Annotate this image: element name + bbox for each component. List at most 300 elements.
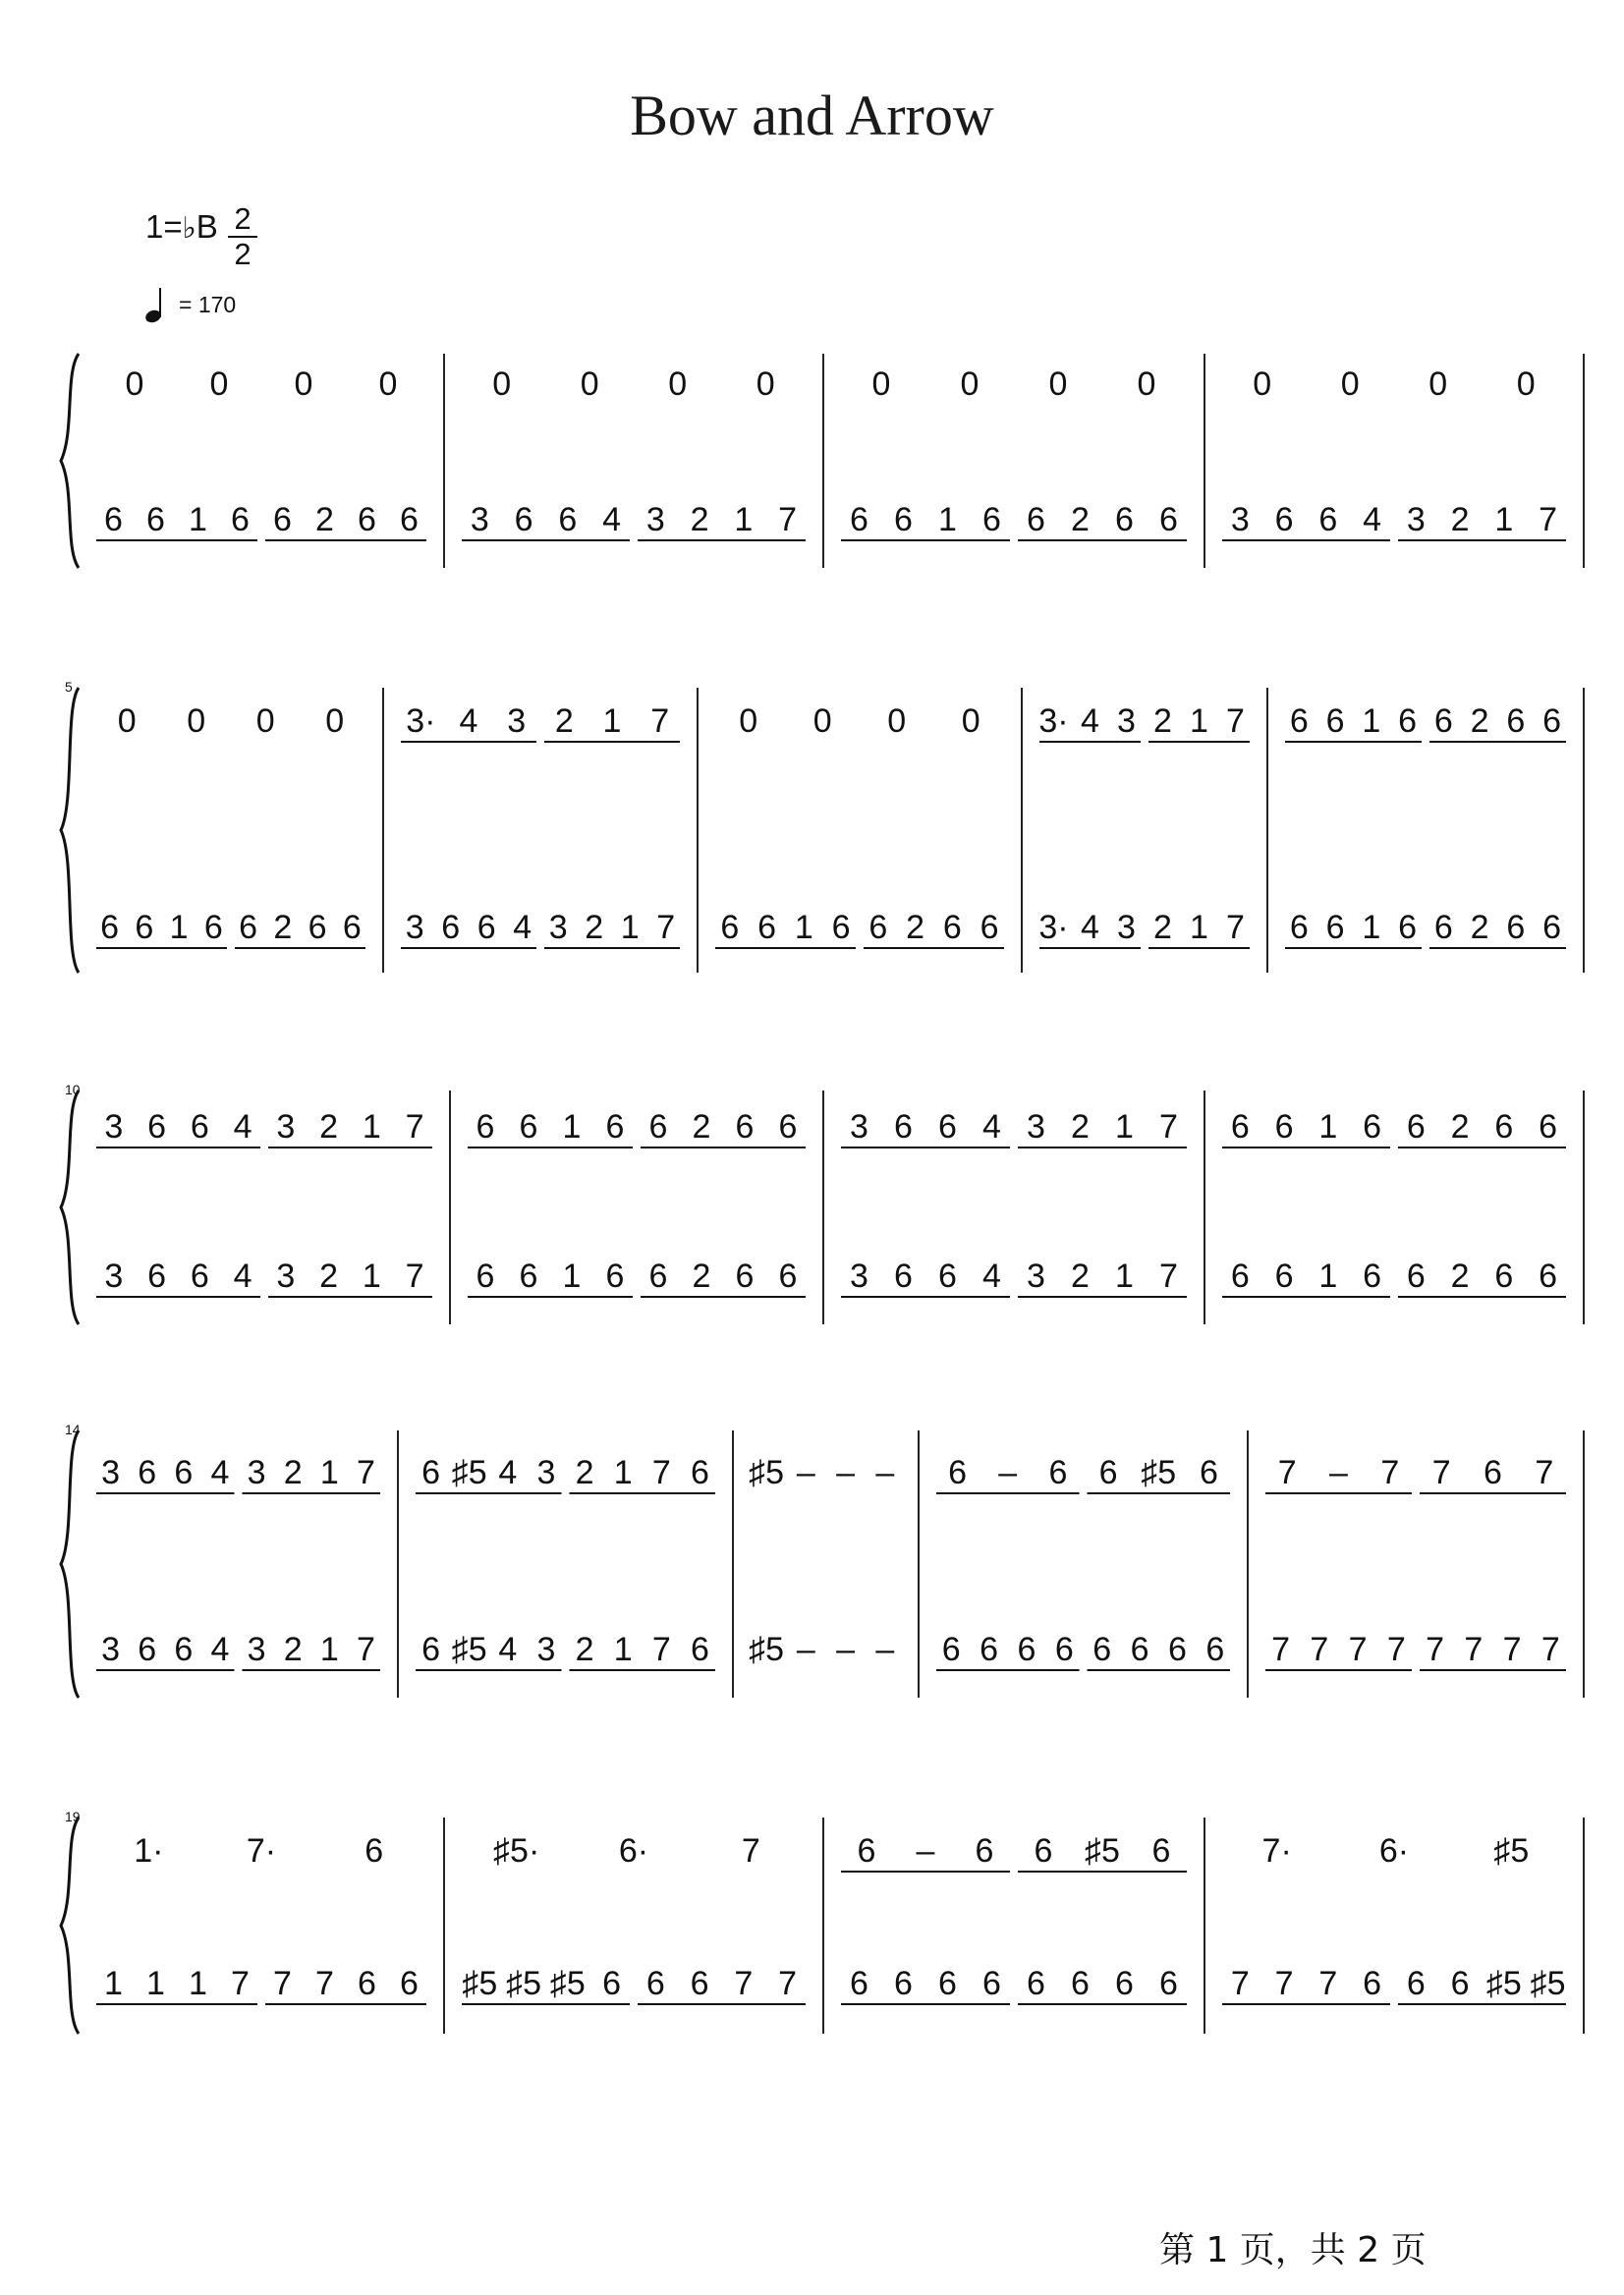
lower-note: 6 (1506, 909, 1526, 946)
lower-note: 3 (536, 1631, 556, 1668)
upper-note: 1 (1190, 702, 1208, 740)
lower-note: 6 (514, 501, 533, 538)
lower-note: 7 (1348, 1631, 1368, 1668)
measure-number: 10 (65, 1082, 81, 1097)
lower-note: 6 (1027, 1965, 1045, 2002)
lower-note: ♯5 (451, 1631, 487, 1668)
upper-note: 7 (1431, 1454, 1451, 1491)
upper-note: 6 (1484, 1454, 1502, 1491)
upper-note: 0 (1428, 365, 1448, 403)
upper-note: 6 (778, 1108, 798, 1146)
lower-note: 6 (1159, 1965, 1178, 2002)
lower-note: 6 (421, 1631, 441, 1668)
upper-note: 6 (519, 1108, 538, 1146)
lower-note: 6 (146, 501, 165, 538)
lower-note: 6 (1159, 501, 1178, 538)
lower-note: 6 (1017, 1631, 1036, 1668)
upper-note: 6 (938, 1108, 957, 1146)
lower-note: 7 (1502, 1631, 1522, 1668)
upper-note: 0 (1137, 365, 1156, 403)
upper-note: 7 (1380, 1454, 1400, 1491)
upper-note: 7 (1535, 1454, 1554, 1491)
lower-note: 6 (1115, 501, 1134, 538)
lower-note: 6 (519, 1258, 538, 1295)
upper-note: 6 (1289, 702, 1309, 740)
upper-note: – (1329, 1454, 1348, 1491)
upper-note: 0 (961, 702, 980, 740)
upper-note: 3 (101, 1454, 121, 1491)
upper-note: 6 (1230, 1108, 1250, 1146)
upper-note: ♯5 (451, 1454, 487, 1491)
lower-note: 6 (938, 1258, 957, 1295)
lower-note: 2 (1450, 1258, 1470, 1295)
lower-note: 1 (189, 1965, 207, 2002)
upper-note: 0 (1340, 365, 1360, 403)
lower-note: 6 (1274, 1258, 1294, 1295)
upper-note: 1 (1318, 1108, 1338, 1146)
upper-note: ♯5· (493, 1832, 540, 1870)
lower-note: 4 (498, 1631, 518, 1668)
lower-note: 6 (645, 1965, 665, 2002)
upper-note: 1 (319, 1454, 339, 1491)
lower-note: 7 (651, 1631, 671, 1668)
lower-note: 6 (203, 909, 223, 946)
lower-note: 2 (1153, 909, 1172, 946)
upper-note: 3 (247, 1454, 266, 1491)
lower-note: 6 (980, 1631, 999, 1668)
upper-note: 0 (960, 365, 980, 403)
lower-note: 6 (1167, 1631, 1187, 1668)
lower-note: 3 (1027, 1258, 1045, 1295)
lower-note: 6 (1433, 909, 1453, 946)
upper-note: – (916, 1832, 935, 1870)
lower-note: – (875, 1631, 895, 1668)
lower-note: ♯5 (1530, 1965, 1566, 2002)
lower-note: 6 (1205, 1631, 1225, 1668)
lower-note: 3 (850, 1258, 868, 1295)
lower-note: 6 (1539, 1258, 1558, 1295)
upper-note: 2 (1153, 702, 1172, 740)
lower-note: 6 (894, 1965, 913, 2002)
upper-note: 0 (378, 365, 398, 403)
lower-note: 7 (273, 1965, 292, 2002)
upper-note: 7 (1159, 1108, 1178, 1146)
lower-note: 1 (613, 1631, 633, 1668)
lower-note: 2 (1450, 501, 1470, 538)
lower-note: ♯5 (462, 1965, 498, 2002)
upper-note: 0 (125, 365, 144, 403)
lower-note: 7 (778, 501, 798, 538)
lower-note: 3· (1038, 909, 1069, 946)
key-prefix: 1= (145, 208, 183, 245)
lower-note: 3 (470, 501, 489, 538)
lower-note: 2 (1071, 1258, 1090, 1295)
lower-note: 2 (319, 1258, 339, 1295)
lower-note: 4 (210, 1631, 230, 1668)
lower-note: 6 (831, 909, 851, 946)
upper-note: 2 (1450, 1108, 1470, 1146)
upper-note: 7 (741, 1832, 760, 1870)
lower-note: 3 (1117, 909, 1136, 946)
upper-note: 3 (1117, 702, 1136, 740)
upper-note: – (796, 1454, 815, 1491)
upper-note: 3 (276, 1108, 296, 1146)
lower-note: 6 (104, 501, 123, 538)
system-brace (61, 1818, 79, 2034)
lower-note: 3 (405, 909, 424, 946)
lower-note: 7 (405, 1258, 424, 1295)
lower-note: 1 (938, 501, 957, 538)
upper-note: 2 (554, 702, 574, 740)
upper-note: 4 (982, 1108, 1001, 1146)
lower-note: 2 (585, 909, 604, 946)
upper-note: 1· (134, 1832, 164, 1870)
lower-note: ♯5 (749, 1631, 785, 1668)
upper-note: 6 (174, 1454, 194, 1491)
upper-note: 3· (1038, 702, 1069, 740)
upper-note: 7 (356, 1454, 375, 1491)
upper-note: 6 (857, 1832, 876, 1870)
lower-note: – (836, 1631, 856, 1668)
lower-note: 4 (513, 909, 532, 946)
lower-note: 1 (146, 1965, 165, 2002)
upper-note: 6 (1494, 1108, 1514, 1146)
measure-number: 5 (65, 679, 73, 695)
tempo-value: = 170 (179, 291, 237, 317)
lower-note: 6 (239, 909, 258, 946)
lower-note: 3 (276, 1258, 296, 1295)
upper-note: 0 (1516, 365, 1536, 403)
upper-note: 3 (104, 1108, 124, 1146)
lower-note: 6 (757, 909, 777, 946)
lower-note: 6 (147, 1258, 167, 1295)
lower-note: 6 (850, 1965, 868, 2002)
upper-note: 6 (147, 1108, 167, 1146)
lower-note: 6 (1318, 501, 1338, 538)
lower-note: 2 (690, 501, 709, 538)
lower-note: 6 (982, 1965, 1001, 2002)
lower-note: 1 (794, 909, 813, 946)
upper-note: 0 (580, 365, 599, 403)
lower-note: 6 (1450, 1965, 1470, 2002)
upper-note: 6 (1199, 1454, 1218, 1491)
lower-note: ♯5 (1485, 1965, 1522, 2002)
upper-note: 7 (650, 702, 670, 740)
upper-note: ♯5 (1493, 1832, 1530, 1870)
lower-note: 2 (315, 501, 334, 538)
lower-note: 6 (441, 909, 461, 946)
lower-note: 3 (1230, 501, 1250, 538)
lower-note: 6 (1115, 1965, 1134, 2002)
upper-note: 0 (117, 702, 137, 740)
upper-note: 6 (1048, 1454, 1068, 1491)
lower-note: 7 (1386, 1631, 1406, 1668)
lower-note: 7 (1464, 1631, 1484, 1668)
upper-note: 2 (1470, 702, 1489, 740)
lower-note: 1 (1190, 909, 1208, 946)
lower-note: 1 (734, 501, 754, 538)
upper-note: 6 (948, 1454, 968, 1491)
lower-note: 3 (247, 1631, 266, 1668)
lower-note: 7 (1271, 1631, 1291, 1668)
upper-note: 2 (1071, 1108, 1090, 1146)
upper-note: 6 (1542, 702, 1562, 740)
lower-note: 7 (1310, 1631, 1329, 1668)
upper-note: 6 (975, 1832, 994, 1870)
upper-note: 6 (605, 1108, 625, 1146)
lower-note: 6 (1289, 909, 1309, 946)
lower-note: 4 (982, 1258, 1001, 1295)
upper-note: 7 (651, 1454, 671, 1491)
lower-note: 4 (1081, 909, 1099, 946)
lower-note: 7 (1159, 1258, 1178, 1295)
upper-note: 4 (233, 1108, 252, 1146)
lower-note: – (796, 1631, 815, 1668)
upper-note: 2 (283, 1454, 303, 1491)
lower-note: 3 (645, 501, 665, 538)
upper-note: 6 (364, 1832, 384, 1870)
upper-note: 6 (894, 1108, 913, 1146)
lower-note: 4 (1363, 501, 1382, 538)
upper-note: ♯5 (1085, 1832, 1120, 1870)
lower-note: 7 (778, 1965, 798, 2002)
lower-note: 6 (1363, 1258, 1382, 1295)
upper-note: 6 (1363, 1108, 1382, 1146)
lower-note: 7 (734, 1965, 754, 2002)
lower-note: 6 (138, 1631, 157, 1668)
upper-note: – (875, 1454, 895, 1491)
upper-note: 0 (1048, 365, 1068, 403)
lower-note: 7 (1274, 1965, 1294, 2002)
upper-note: 3 (850, 1108, 868, 1146)
measure-number: 19 (65, 1809, 81, 1824)
lower-note: 4 (602, 501, 622, 538)
upper-note: 0 (255, 702, 275, 740)
lower-note: 2 (1071, 501, 1090, 538)
lower-note: 6 (308, 909, 327, 946)
lower-note: 2 (1470, 909, 1489, 946)
upper-note: 7 (1277, 1454, 1297, 1491)
upper-note: 0 (1253, 365, 1272, 403)
lower-note: 3 (548, 909, 568, 946)
lower-note: 7 (231, 1965, 250, 2002)
upper-note: 6 (1398, 702, 1418, 740)
upper-note: 6 (476, 1108, 495, 1146)
lower-note: 6 (476, 1258, 495, 1295)
upper-note: 6 (1433, 702, 1453, 740)
lower-note: 1 (104, 1965, 123, 2002)
lower-note: 6 (942, 909, 962, 946)
lower-note: 7 (315, 1965, 334, 2002)
upper-note: 6 (1098, 1454, 1118, 1491)
upper-note: – (836, 1454, 856, 1491)
lower-note: 6 (190, 1258, 209, 1295)
upper-note: 6 (1325, 702, 1345, 740)
upper-note: 1 (613, 1454, 633, 1491)
lower-note: 6 (1071, 1965, 1090, 2002)
upper-note: 2 (692, 1108, 711, 1146)
upper-note: 0 (668, 365, 688, 403)
upper-note: 0 (756, 365, 775, 403)
upper-note: 6 (1506, 702, 1526, 740)
lower-note: 6 (1398, 909, 1418, 946)
lower-note: 6 (980, 909, 999, 946)
lower-note: 6 (135, 909, 154, 946)
upper-note: ♯5 (1141, 1454, 1177, 1491)
lower-note: 3 (1406, 501, 1426, 538)
lower-note: 6 (400, 1965, 419, 2002)
system-brace (61, 1430, 79, 1698)
lower-note: 7 (1539, 501, 1558, 538)
upper-note: 0 (209, 365, 229, 403)
upper-note: 4 (210, 1454, 230, 1491)
lower-note: 3 (101, 1631, 121, 1668)
lower-note: 6 (1054, 1631, 1074, 1668)
time-denominator: 2 (234, 237, 252, 271)
upper-note: 2 (575, 1454, 594, 1491)
upper-note: 0 (492, 365, 512, 403)
upper-note: 7 (1226, 702, 1245, 740)
lower-note: 6 (690, 1965, 709, 2002)
lower-note: 6 (850, 501, 868, 538)
lower-note: 6 (1092, 1631, 1112, 1668)
lower-note: 6 (1130, 1631, 1149, 1668)
upper-note: 6 (421, 1454, 441, 1491)
lower-note: 6 (358, 501, 376, 538)
lower-note: 6 (1230, 1258, 1250, 1295)
lower-note: 6 (690, 1631, 709, 1668)
lower-note: 6 (1274, 501, 1294, 538)
lower-note: 3 (104, 1258, 124, 1295)
lower-note: 6 (358, 1965, 376, 2002)
upper-note: 6 (1274, 1108, 1294, 1146)
lower-note: 6 (1406, 1965, 1426, 2002)
upper-note: 3 (1027, 1108, 1045, 1146)
upper-note: 3 (536, 1454, 556, 1491)
measure-number: 14 (65, 1422, 81, 1437)
lower-note: 7 (356, 1631, 375, 1668)
lower-note: 1 (1362, 909, 1381, 946)
lower-note: 7 (1226, 909, 1245, 946)
upper-note: 3 (507, 702, 527, 740)
lower-note: 1 (620, 909, 640, 946)
upper-note: 4 (1081, 702, 1099, 740)
upper-note: 6 (648, 1108, 668, 1146)
upper-note: 0 (294, 365, 313, 403)
lower-note: 2 (273, 909, 293, 946)
upper-note: 0 (887, 702, 907, 740)
upper-note: 1 (562, 1108, 582, 1146)
system-brace (61, 688, 79, 973)
upper-note: 7· (1261, 1832, 1292, 1870)
lower-note: 7 (1318, 1965, 1338, 2002)
lower-note: 6 (342, 909, 362, 946)
lower-note: 6 (868, 909, 888, 946)
system-brace (61, 1091, 79, 1324)
lower-note: 6 (894, 501, 913, 538)
flat-symbol: ♭ (182, 212, 196, 245)
lower-note: 1 (1494, 501, 1514, 538)
lower-note: 6 (982, 501, 1001, 538)
upper-note: 6 (1151, 1832, 1171, 1870)
upper-note: 6 (138, 1454, 157, 1491)
lower-note: ♯5 (506, 1965, 542, 2002)
upper-note: 7 (405, 1108, 424, 1146)
upper-note: 4 (459, 702, 478, 740)
lower-note: 6 (938, 1965, 957, 2002)
upper-note: 6 (690, 1454, 709, 1491)
lower-note: 6 (100, 909, 120, 946)
lower-note: 7 (1426, 1631, 1445, 1668)
upper-note: 0 (871, 365, 891, 403)
lower-note: 6 (1494, 1258, 1514, 1295)
time-numerator: 2 (228, 202, 257, 238)
lower-note: 1 (169, 909, 189, 946)
upper-note: 0 (325, 702, 345, 740)
upper-note: 0 (739, 702, 758, 740)
upper-note: 6 (1539, 1108, 1558, 1146)
lower-note: 1 (1115, 1258, 1134, 1295)
upper-note: 1 (602, 702, 622, 740)
upper-note: 1 (1362, 702, 1381, 740)
lower-note: 6 (1363, 1965, 1382, 2002)
lower-note: 6 (400, 501, 419, 538)
upper-note: 1 (362, 1108, 381, 1146)
lower-note: 7 (1230, 1965, 1250, 2002)
lower-note: 6 (558, 501, 578, 538)
lower-note: 2 (906, 909, 925, 946)
score-title: Bow and Arrow (630, 84, 994, 147)
lower-note: 7 (656, 909, 676, 946)
upper-note: 6 (1034, 1832, 1053, 1870)
upper-note: 6 (735, 1108, 755, 1146)
lower-note: 2 (692, 1258, 711, 1295)
lower-note: 6 (1542, 909, 1562, 946)
upper-note: 6· (1378, 1832, 1410, 1870)
lower-note: 1 (1318, 1258, 1338, 1295)
upper-note: 7· (246, 1832, 277, 1870)
upper-note: 0 (812, 702, 832, 740)
page-footer: 第 1 页，共 2 页 (1159, 2230, 1427, 2270)
lower-note: 6 (231, 501, 250, 538)
key-note: B (196, 208, 218, 245)
upper-note: 2 (319, 1108, 339, 1146)
lower-note: 6 (476, 909, 496, 946)
lower-note: 6 (1027, 501, 1045, 538)
system-brace (61, 354, 79, 568)
upper-note: 4 (498, 1454, 518, 1491)
upper-note: 6 (1406, 1108, 1426, 1146)
lower-note: 1 (189, 501, 207, 538)
lower-note: 6 (778, 1258, 798, 1295)
upper-note: – (998, 1454, 1018, 1491)
lower-note: 6 (648, 1258, 668, 1295)
lower-note: 6 (735, 1258, 755, 1295)
lower-note: 2 (575, 1631, 594, 1668)
lower-note: 6 (174, 1631, 194, 1668)
lower-note: 6 (941, 1631, 961, 1668)
lower-note: 2 (283, 1631, 303, 1668)
lower-note: 7 (1540, 1631, 1560, 1668)
lower-note: 1 (362, 1258, 381, 1295)
lower-note: 6 (273, 501, 292, 538)
lower-note: 6 (1406, 1258, 1426, 1295)
upper-note: 0 (187, 702, 206, 740)
lower-note: 1 (562, 1258, 582, 1295)
lower-note: 6 (894, 1258, 913, 1295)
upper-note: 6· (618, 1832, 649, 1870)
lower-note: 6 (602, 1965, 622, 2002)
